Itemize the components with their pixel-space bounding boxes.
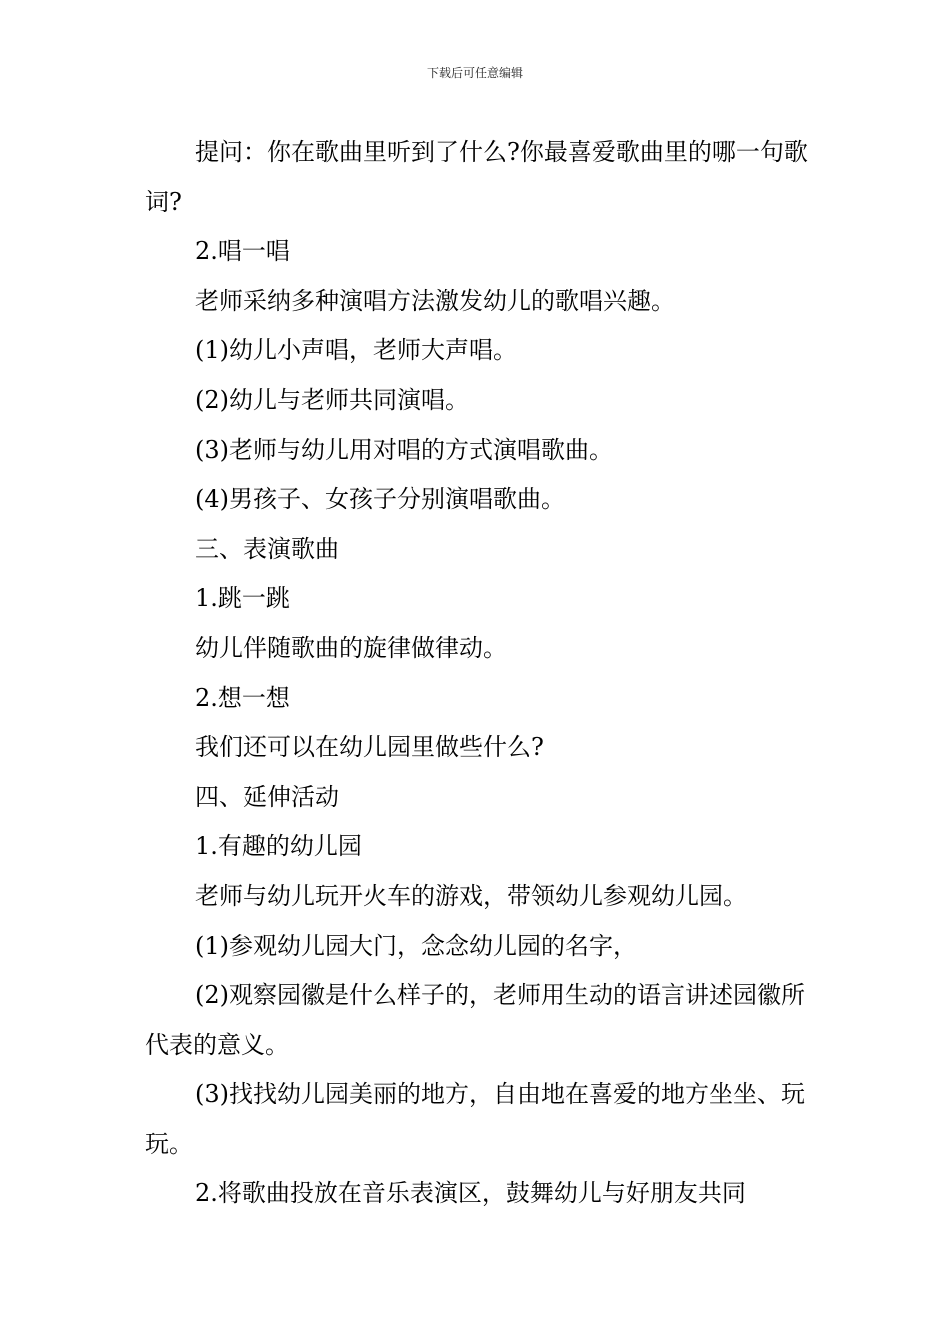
paragraph: 1.有趣的幼儿园 (195, 832, 362, 861)
paragraph: (1)幼儿小声唱，老师大声唱。 (195, 336, 517, 365)
page-header: 下载后可任意编辑 (426, 66, 523, 80)
section-heading: 四、延伸活动 (195, 782, 339, 811)
paragraph: (3)老师与幼儿用对唱的方式演唱歌曲。 (195, 435, 613, 464)
paragraph: (4)男孩子、女孩子分别演唱歌曲。 (195, 485, 565, 514)
document-body (145, 128, 825, 1219)
paragraph: 2.想一想 (195, 683, 290, 712)
paragraph: 提问：你在歌曲里听到了什么?你最喜爱歌曲里的哪一句歌词? (145, 138, 808, 216)
paragraph: 2.唱一唱 (195, 237, 290, 266)
section-heading: 三、表演歌曲 (195, 534, 339, 563)
paragraph: 我们还可以在幼儿园里做些什么? (195, 733, 544, 762)
paragraph: 2.将歌曲投放在音乐表演区，鼓舞幼儿与好朋友共同 (195, 1179, 746, 1208)
paragraph: (2)幼儿与老师共同演唱。 (195, 385, 469, 414)
paragraph: (3)找找幼儿园美丽的地方，自由地在喜爱的地方坐坐、玩玩。 (145, 1080, 805, 1158)
paragraph: 幼儿伴随歌曲的旋律做律动。 (195, 633, 507, 662)
paragraph: 1.跳一跳 (195, 584, 290, 613)
paragraph: 老师采纳多种演唱方法激发幼儿的歌唱兴趣。 (195, 286, 675, 315)
paragraph: (2)观察园徽是什么样子的，老师用生动的语言讲述园徽所代表的意义。 (145, 981, 805, 1059)
paragraph: 老师与幼儿玩开火车的游戏，带领幼儿参观幼儿园。 (195, 881, 747, 910)
paragraph: (1)参观幼儿园大门，念念幼儿园的名字， (195, 931, 637, 960)
